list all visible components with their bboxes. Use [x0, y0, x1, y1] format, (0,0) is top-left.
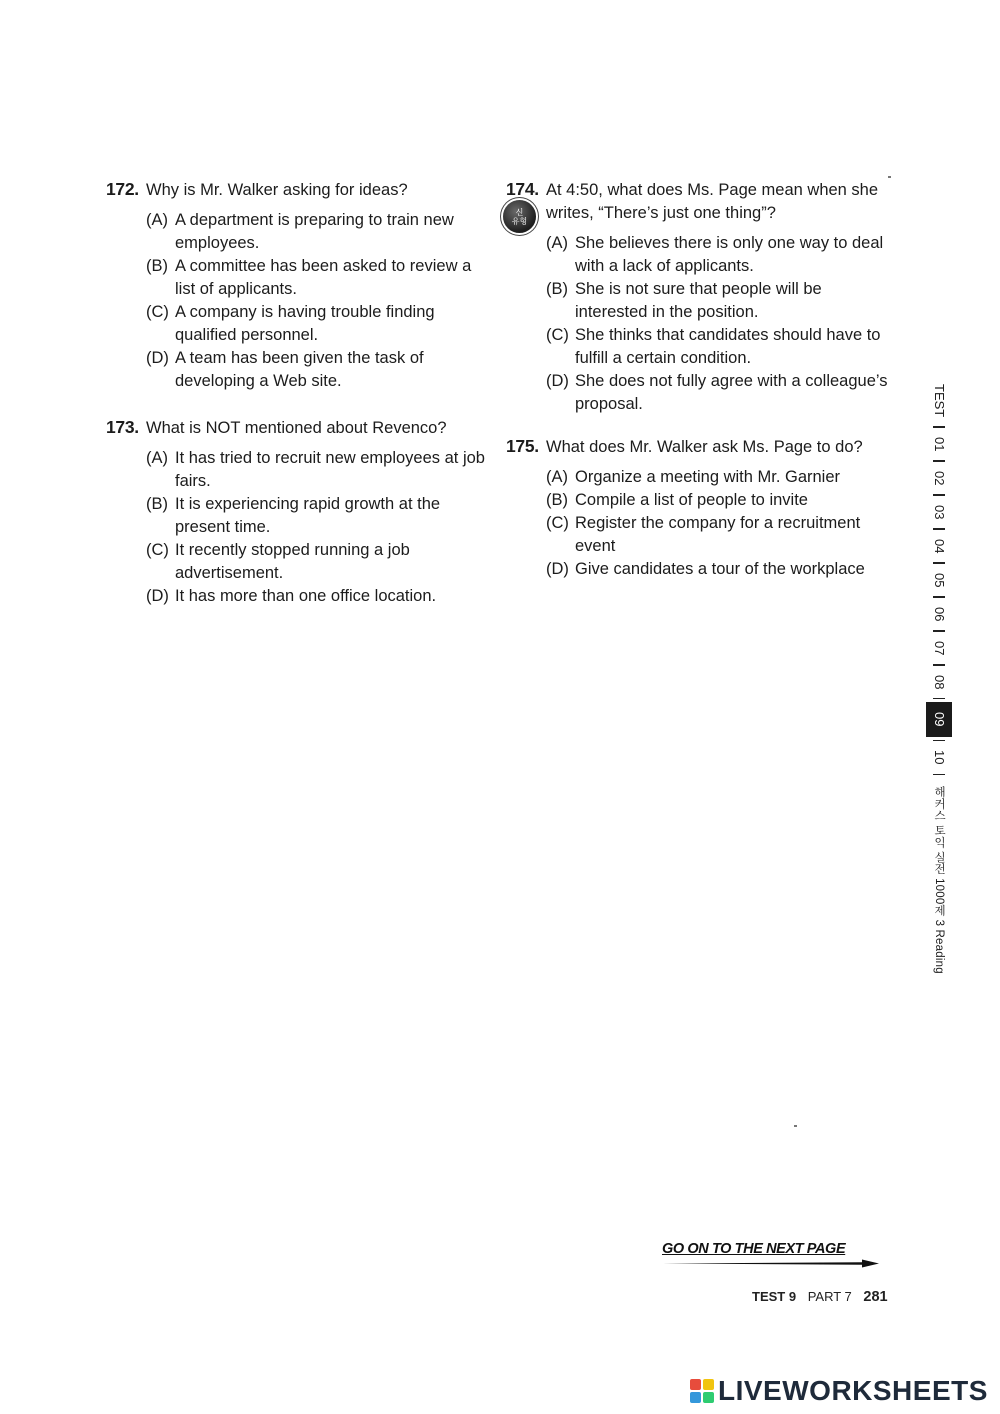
question-text: At 4:50, what does Ms. Page mean when she writes, “There’s just one thing”? — [546, 181, 879, 222]
scan-speck — [794, 1125, 797, 1127]
new-type-badge-icon: 신 유형 — [503, 200, 536, 233]
option-d[interactable] — [546, 558, 888, 581]
option-letter: (B) — [546, 280, 568, 298]
option-d[interactable] — [546, 370, 888, 416]
option-letter: (B) — [146, 495, 168, 513]
test-index-item-09-active: 09 — [926, 702, 952, 736]
page-footer — [752, 1289, 888, 1305]
option-text: Organize a meeting with Mr. Garnier — [575, 468, 841, 486]
divider — [933, 596, 945, 598]
test-index-item-02: 02 — [932, 470, 947, 486]
right-arrow-icon — [662, 1259, 880, 1268]
option-a[interactable] — [146, 209, 486, 255]
footer-part: PART 7 — [807, 1289, 852, 1304]
question-number: 173. — [106, 417, 139, 437]
option-a[interactable] — [146, 447, 486, 493]
liveworksheets-brand — [690, 1375, 988, 1407]
page-number: 281 — [863, 1289, 888, 1305]
option-letter: (D) — [146, 349, 169, 367]
option-letter: (C) — [146, 541, 169, 559]
scan-speck — [888, 176, 891, 178]
option-c[interactable] — [546, 512, 888, 558]
option-text: It recently stopped running a job advertisement. — [175, 541, 410, 582]
option-letter: (A) — [146, 449, 168, 467]
option-letter: (D) — [146, 587, 169, 605]
liveworksheets-logo-icon — [690, 1379, 714, 1403]
option-c[interactable] — [546, 324, 888, 370]
option-letter: (C) — [546, 326, 569, 344]
option-letter: (D) — [546, 372, 569, 390]
option-b[interactable] — [146, 493, 486, 539]
next-page-indicator — [662, 1240, 882, 1268]
option-letter: (C) — [146, 303, 169, 321]
option-text: She believes there is only one way to deal with a lack of applicants. — [575, 234, 884, 275]
book-title: 해커스 토익 실전 1000제 3 Reading — [933, 786, 945, 975]
option-b[interactable] — [546, 278, 888, 324]
option-a[interactable] — [546, 232, 888, 278]
answer-options — [506, 466, 888, 581]
divider — [933, 562, 945, 564]
question-text: What does Mr. Walker ask Ms. Page to do? — [546, 438, 863, 456]
option-text: She does not fully agree with a colleague’s proposal. — [575, 372, 888, 413]
option-text: A committee has been asked to review a list of applicants. — [175, 257, 472, 298]
option-b[interactable] — [146, 255, 486, 301]
left-column — [106, 178, 486, 608]
test-index-label: TEST — [932, 384, 947, 418]
option-text: It has tried to recruit new employees at job fairs. — [175, 449, 485, 490]
option-letter: (B) — [146, 257, 168, 275]
test-index-item-03: 03 — [932, 504, 947, 520]
option-b[interactable] — [546, 489, 888, 512]
divider — [933, 460, 945, 462]
test-index-item-10: 10 — [932, 750, 947, 765]
option-text: It is experiencing rapid growth at the present time. — [175, 495, 441, 536]
option-letter: (A) — [146, 211, 168, 229]
divider — [933, 630, 945, 632]
answer-options — [106, 209, 486, 393]
question-number: 172. — [106, 179, 139, 199]
next-page-text: GO ON TO THE NEXT PAGE — [662, 1241, 846, 1257]
divider — [933, 528, 945, 530]
option-letter: (C) — [546, 514, 569, 532]
test-index-sidebar — [924, 378, 954, 980]
footer-test: TEST 9 — [752, 1289, 797, 1304]
answer-options — [506, 232, 888, 416]
option-c[interactable] — [146, 301, 486, 347]
option-d[interactable] — [146, 585, 486, 608]
option-text: It has more than one office location. — [175, 587, 437, 605]
option-letter: (A) — [546, 468, 568, 486]
question-text: What is NOT mentioned about Revenco? — [146, 419, 447, 437]
brand-name: LIVEWORKSHEETS — [718, 1375, 988, 1406]
question-172 — [106, 178, 486, 393]
test-index-item-08: 08 — [932, 674, 947, 689]
option-text: A department is preparing to train new employees. — [175, 211, 454, 252]
divider — [933, 494, 945, 496]
right-column — [506, 178, 888, 581]
question-175 — [506, 435, 888, 581]
option-text: Register the company for a recruitment event — [575, 514, 861, 555]
option-d[interactable] — [146, 347, 486, 393]
test-index-item-07: 07 — [932, 640, 947, 656]
question-number: 174. — [506, 179, 539, 199]
question-173 — [106, 416, 486, 608]
divider — [933, 774, 945, 776]
question-text: Why is Mr. Walker asking for ideas? — [146, 181, 408, 199]
test-index-item-01: 01 — [932, 436, 947, 452]
divider — [933, 664, 945, 666]
option-letter: (B) — [546, 491, 568, 509]
option-text: She thinks that candidates should have to fulfill a certain condition. — [575, 326, 881, 367]
test-index-item-06: 06 — [932, 606, 947, 622]
question-number: 175. — [506, 436, 539, 456]
option-letter: (D) — [546, 560, 569, 578]
option-text: A company is having trouble finding qualified personnel. — [175, 303, 435, 344]
question-174 — [506, 178, 888, 416]
divider — [933, 426, 945, 428]
answer-options — [106, 447, 486, 608]
option-c[interactable] — [146, 539, 486, 585]
test-index-item-04: 04 — [932, 538, 947, 554]
option-text: She is not sure that people will be interested in the position. — [575, 280, 822, 321]
option-text: A team has been given the task of developing a Web site. — [175, 349, 424, 390]
option-text: Give candidates a tour of the workplace — [575, 560, 865, 578]
option-a[interactable] — [546, 466, 888, 489]
test-index-item-05: 05 — [932, 572, 947, 588]
option-text: Compile a list of people to invite — [575, 491, 808, 509]
option-letter: (A) — [546, 234, 568, 252]
divider — [933, 740, 945, 742]
divider — [933, 698, 945, 700]
